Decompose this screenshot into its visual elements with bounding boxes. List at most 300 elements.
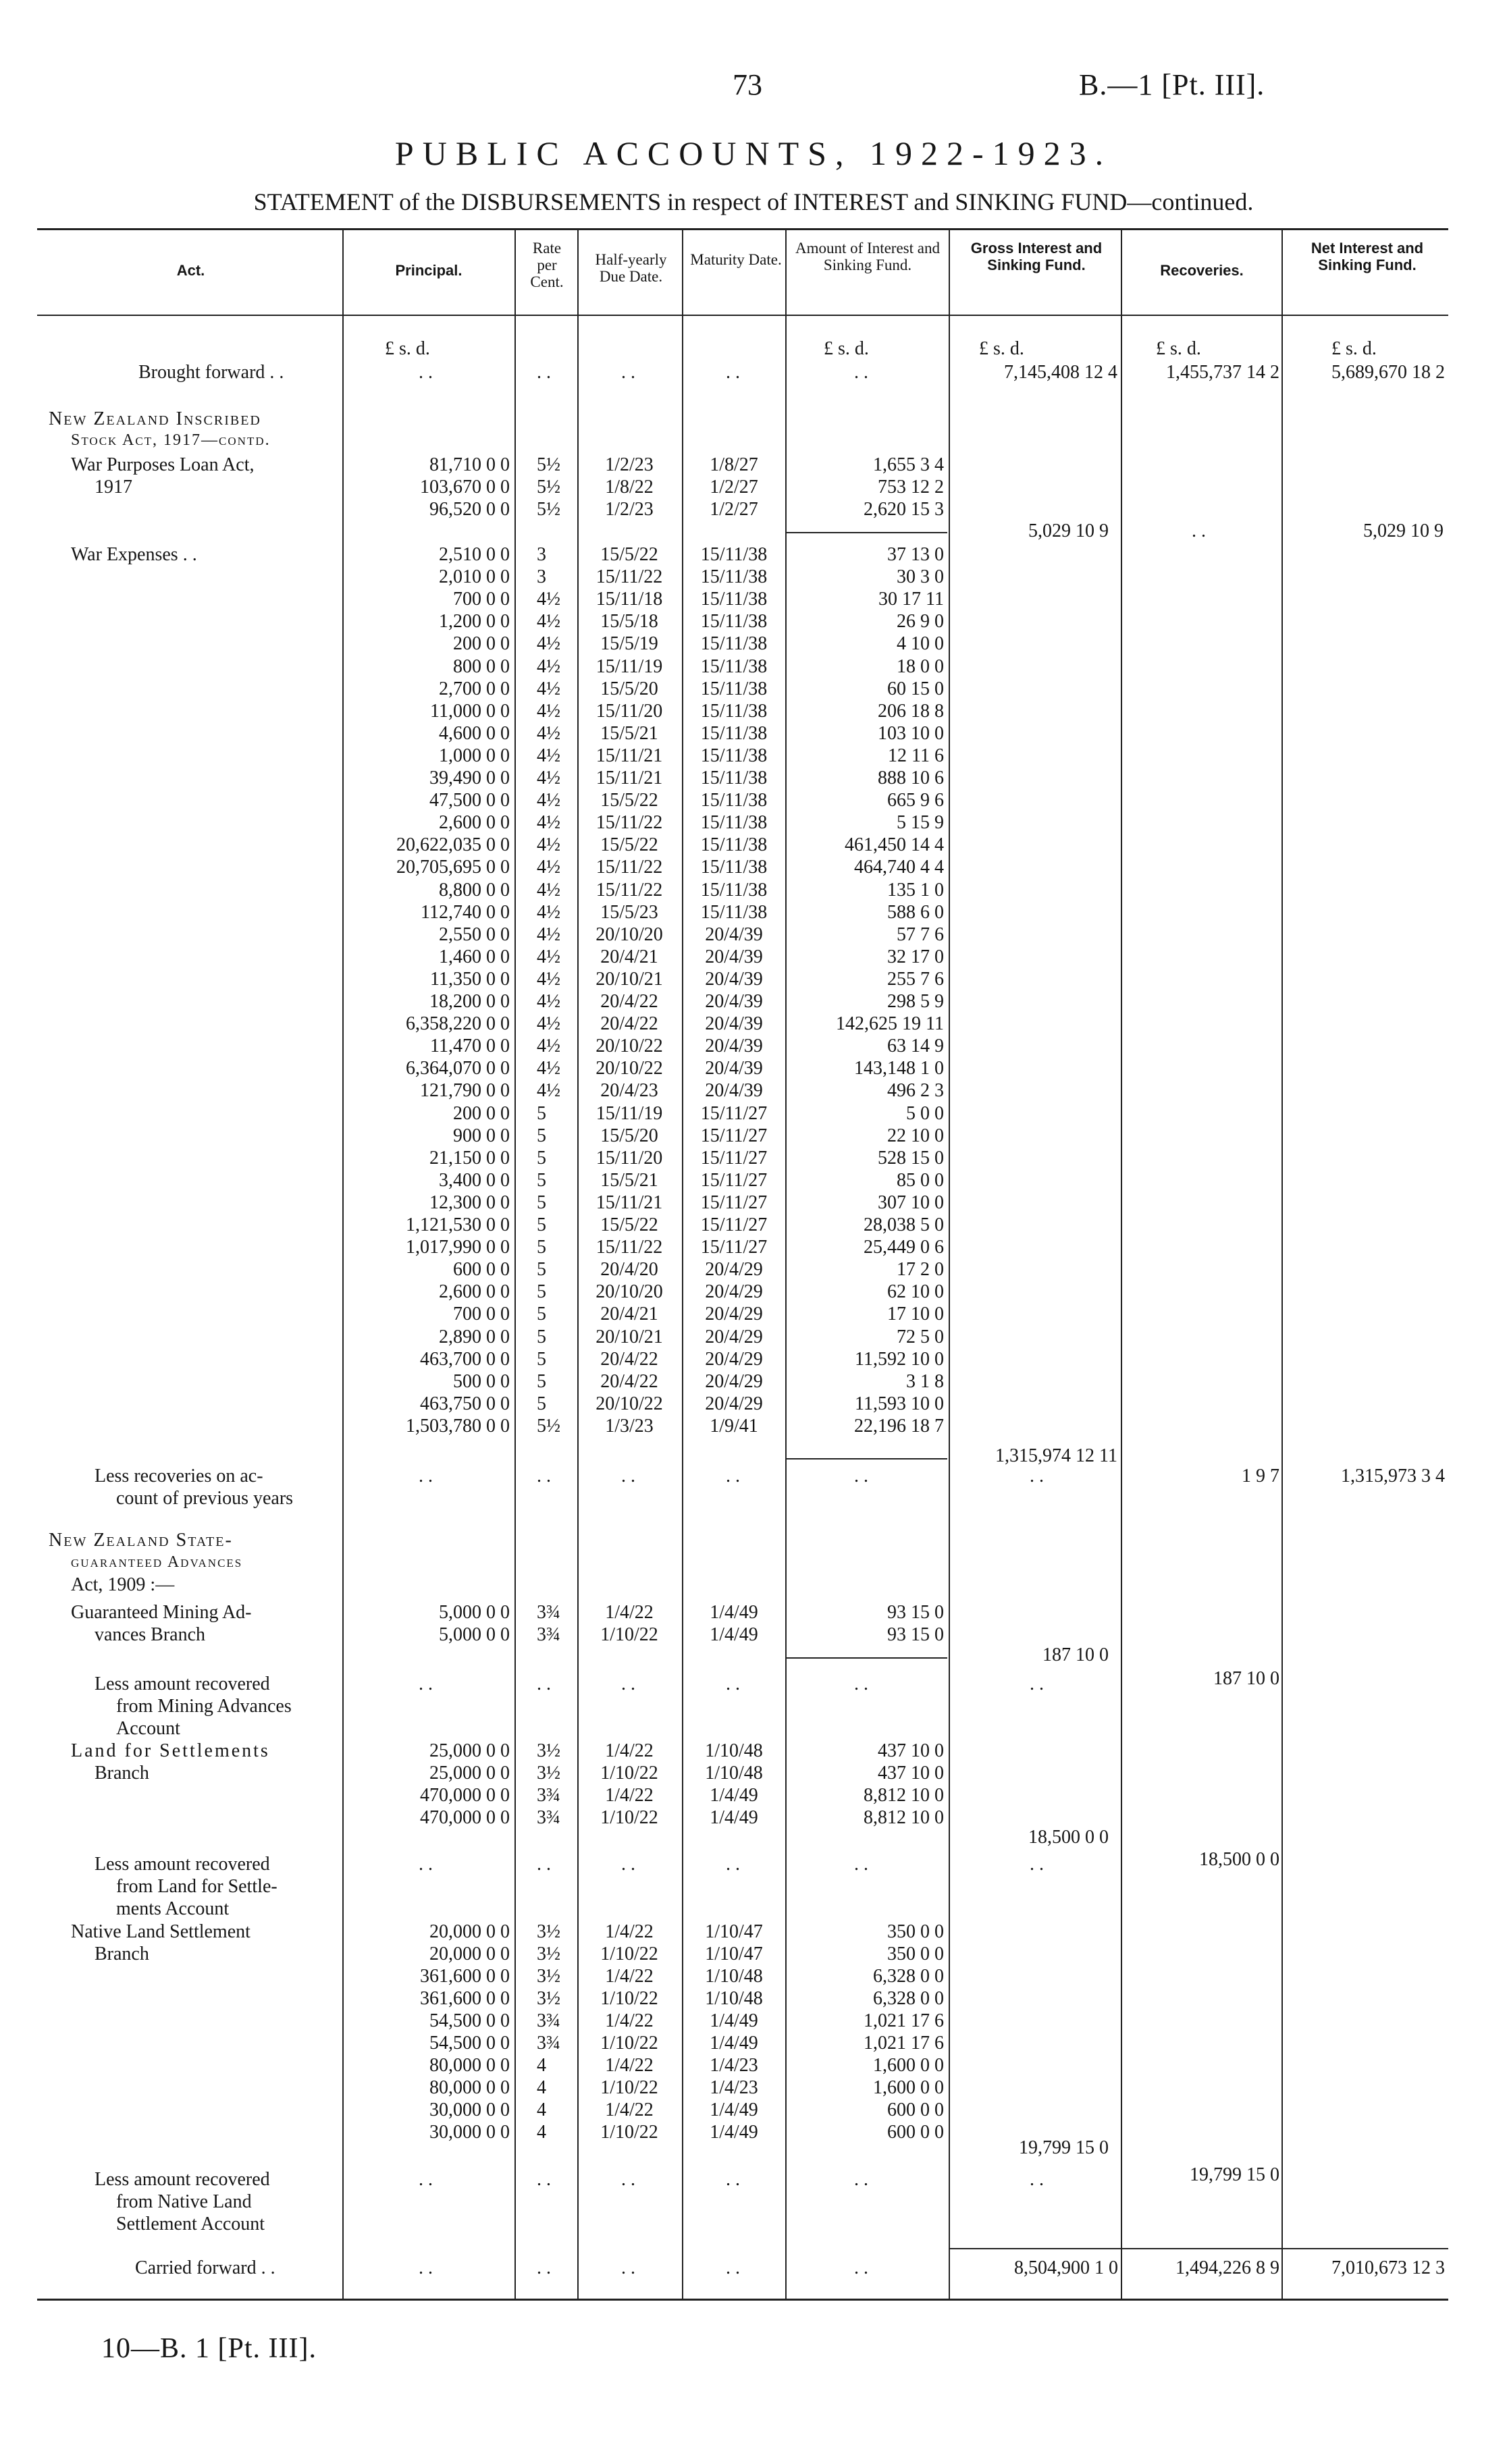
- cell-principal: 11,350 0 0: [430, 968, 510, 990]
- cell-amount: 3 1 8: [906, 1370, 944, 1392]
- brought-forward-gross: 7,145,408 12 4: [1004, 362, 1117, 383]
- dots: . .: [621, 2169, 635, 2190]
- cell-rate: 5½: [537, 499, 560, 520]
- less-recoveries-label: Less recoveries on ac-: [95, 1466, 263, 1487]
- cell-rate: 5: [537, 1304, 546, 1325]
- carried-forward-label: Carried forward . .: [135, 2257, 275, 2278]
- cell-amount: 26 9 0: [897, 611, 944, 633]
- cell-rate: 3½: [537, 1988, 560, 2009]
- cell-rate: 5: [537, 1147, 546, 1169]
- dots: . .: [854, 1854, 868, 1875]
- cell-rate: 4½: [537, 1036, 560, 1057]
- cell-amount: 6,328 0 0: [873, 1966, 944, 1987]
- cell-due: 15/11/22: [596, 857, 663, 878]
- cell-amount: 93 15 0: [887, 1602, 944, 1623]
- mining-gross: 187 10 0: [1042, 1644, 1109, 1665]
- cell-maturity: 1/10/47: [705, 1944, 763, 1964]
- col-header-act: Act.: [176, 262, 205, 279]
- dots: . .: [1030, 2169, 1044, 2190]
- cell-principal: 103,670 0 0: [420, 477, 510, 498]
- cell-maturity: 20/4/39: [705, 991, 763, 1012]
- col-header-principal: Principal.: [395, 262, 462, 279]
- cell-maturity: 15/11/38: [700, 655, 768, 677]
- cell-rate: 4½: [537, 901, 560, 923]
- native-recoveries: 19,799 15 0: [1190, 2164, 1279, 2185]
- dots: . .: [726, 2257, 740, 2278]
- cell-rate: 3¾: [537, 1624, 560, 1645]
- cell-amount: 12 11 6: [888, 745, 944, 766]
- cell-rate: 3½: [537, 1966, 560, 1987]
- cell-amount: 63 14 9: [887, 1036, 944, 1057]
- cell-maturity: 1/10/48: [705, 1988, 763, 2009]
- cell-amount: 1,600 0 0: [873, 2055, 944, 2076]
- cell-due: 1/10/22: [600, 2033, 658, 2054]
- col-header-half-yearly: Half-yearly Due Date.: [595, 251, 667, 285]
- cell-due: 15/11/22: [596, 566, 663, 588]
- brought-forward-dots: . .: [726, 362, 740, 383]
- cell-amount: 1,600 0 0: [873, 2077, 944, 2098]
- cell-rate: 5: [537, 1326, 546, 1347]
- cell-due: 15/5/21: [600, 722, 658, 744]
- less-label: from Land for Settle-: [116, 1876, 277, 1897]
- dots: . .: [537, 2257, 551, 2278]
- cell-principal: 2,550 0 0: [439, 923, 510, 945]
- cell-principal: 20,000 0 0: [429, 1944, 510, 1964]
- dots: . .: [854, 2257, 868, 2278]
- cell-rate: 3¾: [537, 1785, 560, 1806]
- branch-label: Branch: [95, 1763, 149, 1784]
- cell-due: 20/4/22: [600, 1348, 658, 1370]
- cell-due: 1/4/22: [605, 1740, 654, 1761]
- cell-maturity: 1/4/49: [710, 1807, 758, 1828]
- footer-reference: 10—B. 1 [Pt. III].: [101, 2333, 317, 2364]
- cell-due: 15/11/21: [596, 768, 663, 788]
- cell-principal: 8,800 0 0: [439, 879, 510, 901]
- cell-due: 15/5/21: [600, 1169, 658, 1191]
- cell-due: 1/4/22: [605, 2055, 654, 2076]
- cell-maturity: 1/4/23: [710, 2055, 758, 2076]
- branch-label: Land for Settlements: [71, 1740, 270, 1761]
- cell-amount: 17 10 0: [887, 1304, 944, 1325]
- cell-due: 20/4/21: [600, 1304, 658, 1325]
- cell-maturity: 1/10/48: [705, 1763, 763, 1784]
- cell-due: 20/10/22: [596, 1036, 663, 1057]
- section-heading: guaranteed Advances: [71, 1553, 243, 1571]
- cell-principal: 112,740 0 0: [421, 901, 510, 923]
- brought-forward-label: Brought forward . .: [138, 362, 284, 383]
- dots: . .: [621, 1854, 635, 1875]
- cell-due: 1/10/22: [600, 2077, 658, 2098]
- cell-amount: 8,812 10 0: [864, 1807, 944, 1828]
- cell-due: 15/11/22: [596, 812, 663, 834]
- dots: . .: [1030, 1854, 1044, 1875]
- cell-amount: 6,328 0 0: [873, 1988, 944, 2009]
- cell-maturity: 15/11/38: [700, 722, 768, 744]
- cell-principal: 21,150 0 0: [429, 1147, 510, 1169]
- cell-rate: 5: [537, 1370, 546, 1392]
- cell-rate: 3: [537, 544, 546, 565]
- cell-rate: 4: [537, 2122, 546, 2143]
- cell-due: 20/4/23: [600, 1080, 658, 1102]
- dots: . .: [537, 2169, 551, 2190]
- cell-amount: 461,450 14 4: [845, 834, 944, 856]
- cell-rate: 5½: [537, 454, 560, 475]
- cell-maturity: 15/11/38: [700, 901, 768, 923]
- cell-due: 1/4/22: [605, 1602, 654, 1623]
- dots: . .: [1030, 1466, 1044, 1487]
- cell-amount: 888 10 6: [878, 768, 944, 788]
- cell-maturity: 20/4/29: [705, 1259, 763, 1281]
- carried-forward-gross: 8,504,900 1 0: [1014, 2257, 1118, 2278]
- cell-maturity: 15/11/27: [700, 1102, 768, 1124]
- cell-amount: 103 10 0: [878, 722, 944, 744]
- cell-principal: 361,600 0 0: [420, 1988, 510, 2009]
- cell-due: 15/11/21: [596, 745, 663, 766]
- cell-principal: 1,200 0 0: [439, 611, 510, 633]
- cell-maturity: 15/11/38: [700, 633, 768, 655]
- cell-rate: 4½: [537, 633, 560, 655]
- cell-maturity: 15/11/38: [700, 857, 768, 878]
- carried-forward-net: 7,010,673 12 3: [1331, 2257, 1445, 2278]
- brought-forward-net: 5,689,670 18 2: [1331, 362, 1445, 383]
- cell-principal: 25,000 0 0: [429, 1740, 510, 1761]
- cell-rate: 4½: [537, 589, 560, 610]
- cell-principal: 200 0 0: [453, 1102, 510, 1124]
- cell-amount: 1,021 17 6: [864, 2033, 944, 2054]
- cell-principal: 20,705,695 0 0: [396, 857, 510, 878]
- cell-maturity: 15/11/27: [700, 1147, 768, 1169]
- col-header-net: Net Interest and Sinking Fund.: [1311, 240, 1424, 273]
- brought-forward-recoveries: 1,455,737 14 2: [1166, 362, 1279, 383]
- branch-label: Native Land Settlement: [71, 1921, 250, 1942]
- cell-maturity: 15/11/38: [700, 678, 768, 699]
- cell-amount: 28,038 5 0: [864, 1214, 944, 1235]
- cell-maturity: 1/8/27: [710, 454, 758, 475]
- cell-due: 15/5/18: [600, 611, 658, 633]
- cell-principal: 361,600 0 0: [420, 1966, 510, 1987]
- cell-maturity: 20/4/39: [705, 923, 763, 945]
- cell-rate: 5: [537, 1214, 546, 1235]
- cell-amount: 60 15 0: [887, 678, 944, 699]
- cell-principal: 54,500 0 0: [429, 2033, 510, 2054]
- dots: . .: [726, 1673, 740, 1694]
- branch-label: Guaranteed Mining Ad-: [71, 1602, 252, 1623]
- section-heading: Stock Act, 1917—contd.: [71, 431, 271, 449]
- cell-rate: 5½: [537, 477, 560, 498]
- brought-forward-dots: . .: [621, 362, 635, 383]
- cell-rate: 4½: [537, 1013, 560, 1035]
- cell-principal: 96,520 0 0: [429, 499, 510, 520]
- cell-amount: 30 17 11: [878, 589, 944, 610]
- war-expenses-gross: 1,315,974 12 11: [995, 1445, 1117, 1466]
- cell-maturity: 1/10/48: [705, 1740, 763, 1761]
- cell-principal: 1,503,780 0 0: [406, 1415, 510, 1437]
- cell-rate: 4½: [537, 1080, 560, 1102]
- cell-amount: 496 2 3: [887, 1080, 944, 1102]
- cell-amount: 93 15 0: [887, 1624, 944, 1645]
- cell-maturity: 1/4/49: [710, 1624, 758, 1645]
- cell-due: 15/11/22: [596, 879, 663, 901]
- cell-rate: 5½: [537, 1415, 560, 1437]
- cell-amount: 11,593 10 0: [855, 1393, 944, 1414]
- cell-maturity: 1/4/49: [710, 1785, 758, 1806]
- mining-recoveries: 187 10 0: [1213, 1668, 1279, 1689]
- cell-rate: 4: [537, 2055, 546, 2076]
- cell-principal: 463,700 0 0: [420, 1348, 510, 1370]
- col-divider: [785, 228, 787, 2299]
- cell-due: 1/2/23: [605, 499, 654, 520]
- cell-principal: 1,017,990 0 0: [406, 1237, 510, 1258]
- col-header-gross: Gross Interest and Sinking Fund.: [970, 240, 1103, 273]
- cell-due: 15/11/18: [596, 589, 663, 610]
- cell-due: 1/4/22: [605, 1966, 654, 1987]
- cell-due: 1/4/22: [605, 2010, 654, 2031]
- cell-rate: 4½: [537, 768, 560, 788]
- cell-principal: 2,700 0 0: [439, 678, 510, 699]
- cell-amount: 464,740 4 4: [854, 857, 944, 878]
- cell-rate: 3¾: [537, 1602, 560, 1623]
- cell-rate: 3½: [537, 1921, 560, 1942]
- cell-maturity: 20/4/29: [705, 1326, 763, 1347]
- cell-maturity: 1/4/49: [710, 2010, 758, 2031]
- cell-due: 15/5/22: [600, 1214, 658, 1235]
- cell-maturity: 15/11/38: [700, 768, 768, 788]
- less-net-value: 1,315,973 3 4: [1341, 1466, 1445, 1487]
- dots: . .: [537, 1466, 551, 1487]
- brought-forward-dots: . .: [537, 362, 551, 383]
- branch-label: vances Branch: [95, 1624, 206, 1645]
- cell-rate: 5: [537, 1259, 546, 1281]
- less-label: ments Account: [116, 1898, 230, 1919]
- cell-due: 20/4/22: [600, 1370, 658, 1392]
- cell-due: 1/10/22: [600, 1988, 658, 2009]
- cell-rate: 4½: [537, 722, 560, 744]
- less-label: from Mining Advances: [116, 1696, 292, 1717]
- cell-maturity: 20/4/39: [705, 946, 763, 967]
- cell-due: 1/10/22: [600, 1944, 658, 1964]
- cell-rate: 3¾: [537, 1807, 560, 1828]
- dots: . .: [419, 1854, 433, 1875]
- cell-principal: 39,490 0 0: [429, 768, 510, 788]
- cell-rate: 5: [537, 1191, 546, 1213]
- dots: . .: [621, 1466, 635, 1487]
- less-label: Account: [116, 1718, 180, 1739]
- cell-principal: 463,750 0 0: [420, 1393, 510, 1414]
- subsection-label: War Expenses . .: [71, 544, 197, 565]
- currency-label: £ s. d.: [385, 338, 430, 359]
- cell-amount: 206 18 8: [878, 700, 944, 722]
- cell-principal: 6,364,070 0 0: [406, 1058, 510, 1079]
- cell-maturity: 15/11/38: [700, 879, 768, 901]
- brought-forward-dots: . .: [419, 362, 433, 383]
- less-recoveries-label: count of previous years: [116, 1488, 294, 1509]
- cell-rate: 3½: [537, 1763, 560, 1784]
- dots: . .: [419, 1673, 433, 1694]
- cell-principal: 81,710 0 0: [429, 454, 510, 475]
- cell-due: 1/10/22: [600, 1624, 658, 1645]
- cell-maturity: 15/11/27: [700, 1169, 768, 1191]
- col-divider: [1121, 228, 1122, 2299]
- cell-amount: 37 13 0: [887, 544, 944, 565]
- subtotal-rule: [787, 532, 947, 533]
- cell-principal: 11,470 0 0: [430, 1036, 510, 1057]
- cell-due: 20/10/20: [596, 1281, 663, 1303]
- cell-principal: 20,000 0 0: [429, 1921, 510, 1942]
- cell-due: 15/5/22: [600, 834, 658, 856]
- cell-principal: 2,890 0 0: [439, 1326, 510, 1347]
- cell-due: 1/10/22: [600, 1807, 658, 1828]
- cell-rate: 5: [537, 1102, 546, 1124]
- cell-rate: 4½: [537, 790, 560, 811]
- cell-amount: 307 10 0: [878, 1191, 944, 1213]
- cell-principal: 5,000 0 0: [439, 1624, 510, 1645]
- cell-maturity: 20/4/29: [705, 1281, 763, 1303]
- cell-due: 1/3/23: [605, 1415, 654, 1437]
- cell-principal: 6,358,220 0 0: [406, 1013, 510, 1035]
- cell-rate: 4½: [537, 857, 560, 878]
- cell-maturity: 1/4/49: [710, 1602, 758, 1623]
- cell-principal: 20,622,035 0 0: [396, 834, 510, 856]
- subtotal-rule: [787, 1458, 947, 1459]
- cell-rate: 5: [537, 1393, 546, 1414]
- cell-due: 20/10/22: [596, 1393, 663, 1414]
- cell-maturity: 15/11/38: [700, 812, 768, 834]
- less-label: Less amount recovered: [95, 1673, 270, 1694]
- less-label: Less amount recovered: [95, 2169, 270, 2190]
- cell-due: 15/5/19: [600, 633, 658, 655]
- cell-due: 20/4/21: [600, 946, 658, 967]
- cell-amount: 437 10 0: [878, 1763, 944, 1784]
- cell-maturity: 20/4/29: [705, 1304, 763, 1325]
- cell-amount: 135 1 0: [887, 879, 944, 901]
- cell-rate: 5: [537, 1281, 546, 1303]
- section-heading: New Zealand State-: [49, 1530, 233, 1551]
- cell-due: 1/10/22: [600, 2122, 658, 2143]
- cell-rate: 3¾: [537, 2010, 560, 2031]
- cell-maturity: 15/11/38: [700, 566, 768, 588]
- cell-amount: 62 10 0: [887, 1281, 944, 1303]
- cell-amount: 57 7 6: [897, 923, 944, 945]
- cell-maturity: 20/4/39: [705, 1058, 763, 1079]
- cell-principal: 80,000 0 0: [429, 2077, 510, 2098]
- cell-amount: 143,148 1 0: [854, 1058, 944, 1079]
- cell-rate: 4½: [537, 655, 560, 677]
- cell-rate: 4½: [537, 991, 560, 1012]
- page-reference: B.—1 [Pt. III].: [1079, 68, 1265, 101]
- cell-maturity: 20/4/39: [705, 968, 763, 990]
- cell-rate: 4½: [537, 923, 560, 945]
- cell-due: 20/10/21: [596, 968, 663, 990]
- cell-due: 20/10/21: [596, 1326, 663, 1347]
- war-purposes-recoveries: . .: [1192, 520, 1206, 541]
- col-header-rate: Rate per Cent.: [530, 240, 564, 290]
- cell-due: 20/4/20: [600, 1259, 658, 1281]
- dots: . .: [621, 2257, 635, 2278]
- cell-maturity: 1/10/48: [705, 1966, 763, 1987]
- cell-due: 1/4/22: [605, 2099, 654, 2120]
- cell-rate: 3: [537, 566, 546, 588]
- dots: . .: [854, 1673, 868, 1694]
- cell-principal: 5,000 0 0: [439, 1602, 510, 1623]
- subtotal-rule: [787, 1657, 947, 1659]
- cell-maturity: 1/4/49: [710, 2033, 758, 2054]
- cell-amount: 298 5 9: [887, 991, 944, 1012]
- currency-label: £ s. d.: [824, 338, 869, 359]
- cell-due: 20/4/22: [600, 991, 658, 1012]
- header-bottom-rule: [37, 315, 1448, 316]
- dots: . .: [726, 1466, 740, 1487]
- cell-amount: 22 10 0: [887, 1125, 944, 1146]
- cell-maturity: 1/2/27: [710, 477, 758, 498]
- cell-amount: 5 0 0: [906, 1102, 944, 1124]
- section-heading: New Zealand Inscribed: [49, 408, 261, 429]
- total-rule: [950, 2248, 1448, 2249]
- cell-principal: 121,790 0 0: [420, 1080, 510, 1102]
- cell-principal: 11,000 0 0: [430, 700, 510, 722]
- cell-principal: 12,300 0 0: [429, 1191, 510, 1213]
- cell-rate: 5: [537, 1237, 546, 1258]
- currency-label: £ s. d.: [1156, 338, 1201, 359]
- document-title: PUBLIC ACCOUNTS, 1922-1923.: [394, 134, 1113, 172]
- cell-amount: 30 3 0: [897, 566, 944, 588]
- dots: . .: [621, 1673, 635, 1694]
- cell-rate: 4½: [537, 1058, 560, 1079]
- cell-maturity: 15/11/38: [700, 790, 768, 811]
- cell-maturity: 15/11/38: [700, 834, 768, 856]
- cell-amount: 528 15 0: [878, 1147, 944, 1169]
- cell-due: 1/4/22: [605, 1785, 654, 1806]
- cell-principal: 54,500 0 0: [429, 2010, 510, 2031]
- cell-principal: 2,010 0 0: [439, 566, 510, 588]
- war-purposes-net: 5,029 10 9: [1363, 520, 1444, 541]
- native-gross: 19,799 15 0: [1019, 2137, 1109, 2158]
- cell-due: 20/4/22: [600, 1013, 658, 1035]
- war-purposes-gross: 5,029 10 9: [1028, 520, 1109, 541]
- cell-due: 15/11/20: [596, 1147, 663, 1169]
- cell-amount: 8,812 10 0: [864, 1785, 944, 1806]
- less-label: Less amount recovered: [95, 1854, 270, 1875]
- cell-amount: 350 0 0: [887, 1921, 944, 1942]
- dots: . .: [854, 2169, 868, 2190]
- less-label: Settlement Account: [116, 2214, 265, 2234]
- cell-principal: 200 0 0: [453, 633, 510, 655]
- cell-maturity: 20/4/29: [705, 1370, 763, 1392]
- table-bottom-rule: [37, 2299, 1448, 2301]
- cell-amount: 2,620 15 3: [864, 499, 944, 520]
- dots: . .: [726, 1854, 740, 1875]
- less-recoveries-value: 1 9 7: [1242, 1466, 1279, 1487]
- cell-maturity: 15/11/38: [700, 544, 768, 565]
- cell-amount: 255 7 6: [887, 968, 944, 990]
- dots: . .: [537, 1854, 551, 1875]
- cell-principal: 1,460 0 0: [439, 946, 510, 967]
- cell-due: 15/5/22: [600, 790, 658, 811]
- cell-due: 15/11/22: [596, 1237, 663, 1258]
- cell-amount: 753 12 2: [878, 477, 944, 498]
- col-header-amount: Amount of Interest and Sinking Fund.: [795, 240, 940, 273]
- cell-principal: 2,510 0 0: [439, 544, 510, 565]
- cell-amount: 85 0 0: [897, 1169, 944, 1191]
- subsection-label: War Purposes Loan Act,: [71, 454, 255, 475]
- brought-forward-dots: . .: [854, 362, 868, 383]
- cell-principal: 30,000 0 0: [429, 2122, 510, 2143]
- cell-maturity: 1/2/27: [710, 499, 758, 520]
- cell-maturity: 20/4/39: [705, 1013, 763, 1035]
- cell-amount: 11,592 10 0: [855, 1348, 944, 1370]
- cell-maturity: 15/11/27: [700, 1214, 768, 1235]
- land-recoveries: 18,500 0 0: [1199, 1849, 1279, 1870]
- cell-principal: 900 0 0: [453, 1125, 510, 1146]
